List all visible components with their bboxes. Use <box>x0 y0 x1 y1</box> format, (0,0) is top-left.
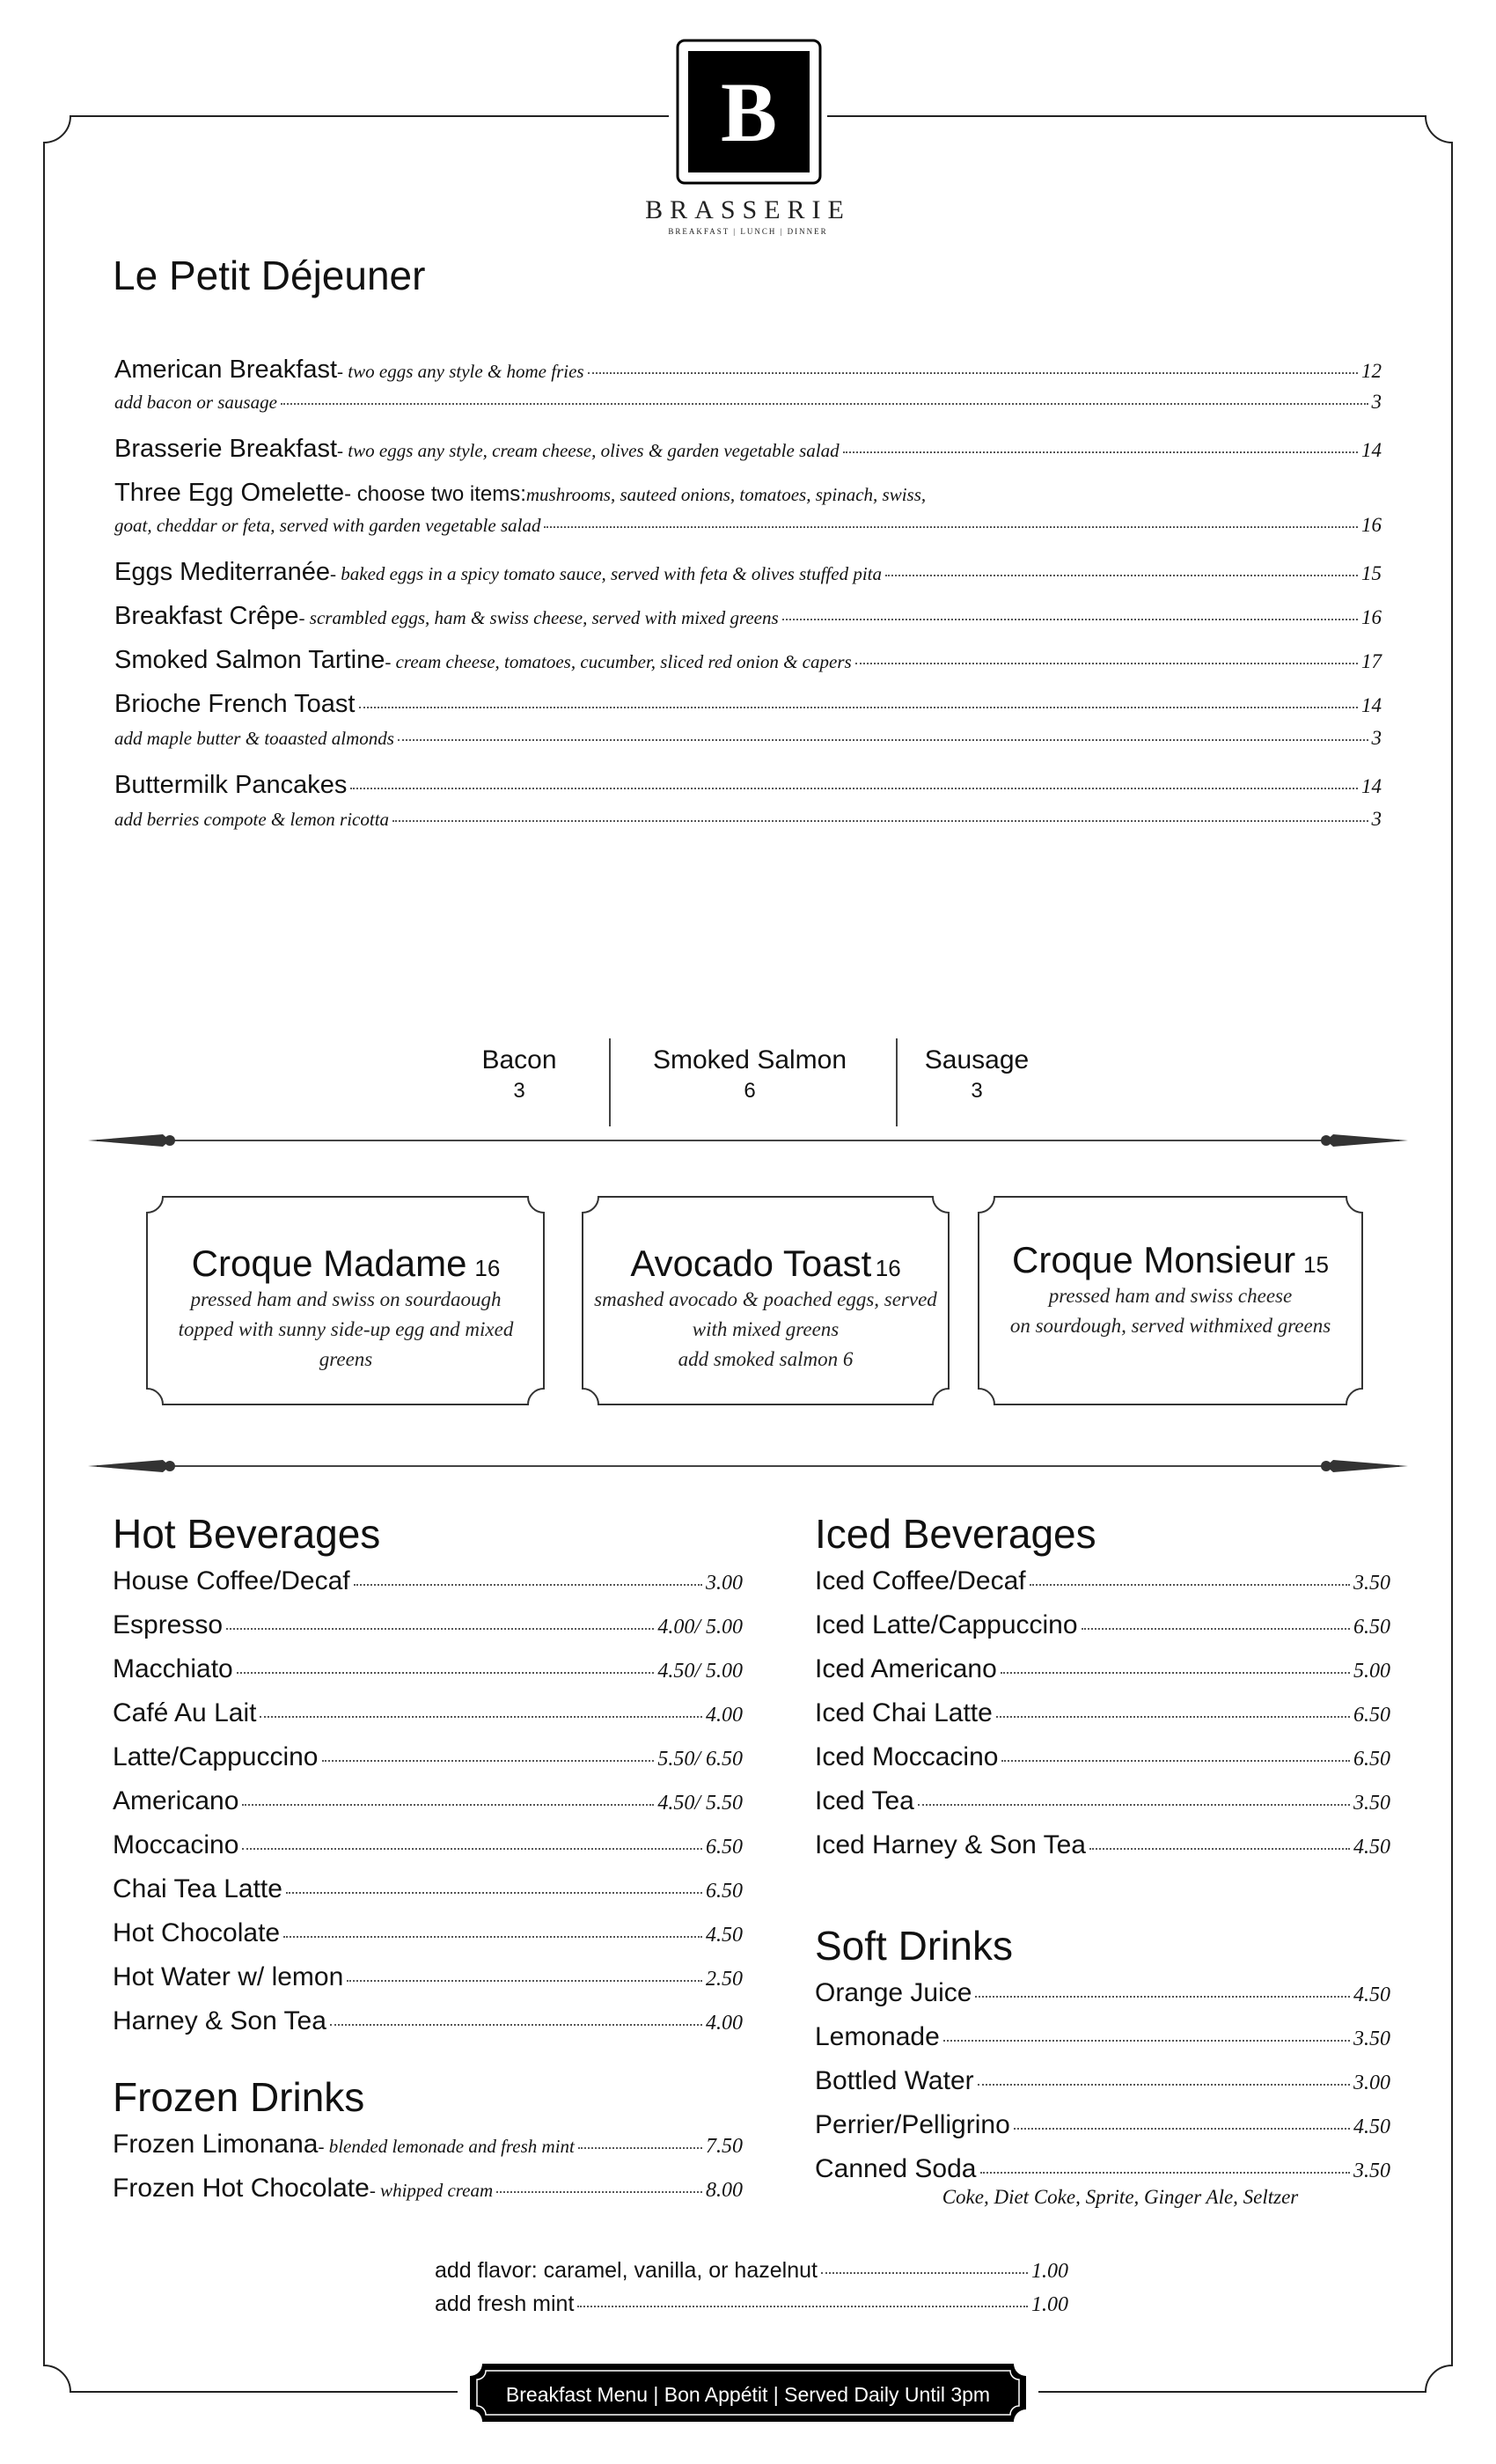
item-price: 5.50/ 6.50 <box>657 1748 743 1771</box>
special-desc-line: topped with sunny side-up egg and mixed <box>178 1318 514 1340</box>
menu-item <box>113 1786 743 1830</box>
menu-item <box>114 771 1382 808</box>
addon-name: add maple butter & toaasted almonds <box>114 728 394 749</box>
dot-leader <box>322 1760 655 1762</box>
side-divider <box>609 1038 611 1126</box>
item-desc: - two eggs any style, cream cheese, olives & garden vegetable salad <box>337 440 840 461</box>
addon-price: 1.00 <box>1031 2260 1068 2283</box>
item-price: 4.00/ 5.00 <box>657 1616 743 1639</box>
dot-leader <box>918 1804 1350 1806</box>
item-name: Moccacino <box>113 1830 239 1859</box>
dot-leader <box>855 663 1358 664</box>
item-desc: - blended lemonade and fresh mint <box>318 2136 575 2157</box>
section-title-hot-beverages: Hot Beverages <box>113 1511 381 1557</box>
item-name: Iced Tea <box>815 1786 914 1815</box>
iced-beverages-list <box>815 1566 1390 1874</box>
logo-letter: B <box>720 64 778 159</box>
item-price: 4.00 <box>706 1704 743 1727</box>
item-price: 6.50 <box>706 1836 743 1859</box>
item-desc: mushrooms, sauteed onions, tomatoes, spinach, swiss, <box>525 484 927 505</box>
side-item <box>627 1045 873 1104</box>
special-card <box>150 1243 542 1375</box>
item-price: 16 <box>1361 514 1382 536</box>
dot-leader <box>242 1848 702 1850</box>
menu-item <box>114 435 1382 479</box>
item-desc-continued: goat, cheddar or feta, served with garden vegetable salad <box>114 515 541 536</box>
menu-item <box>815 1786 1390 1830</box>
dot-leader <box>577 2306 1028 2307</box>
item-name: Canned Soda <box>815 2154 977 2183</box>
special-card <box>584 1243 947 1375</box>
item-desc: - cream cheese, tomatoes, cucumber, sliced red onion & capers <box>385 651 852 672</box>
dot-leader <box>821 2272 1028 2274</box>
item-name: Frozen Limonana <box>113 2130 319 2159</box>
menu-item <box>113 1918 743 1962</box>
dot-leader <box>1001 1672 1350 1674</box>
menu-addon <box>114 808 1382 852</box>
dot-leader <box>1030 1584 1350 1586</box>
dot-leader <box>392 820 1368 822</box>
dot-leader <box>544 526 1358 528</box>
item-name: Perrier/Pelligrino <box>815 2110 1010 2139</box>
menu-item <box>815 1654 1390 1698</box>
addon-price: 1.00 <box>1031 2293 1068 2316</box>
item-price: 3.50 <box>1353 1572 1390 1595</box>
item-name: Breakfast Crêpe <box>114 602 299 630</box>
brand-name: BRASSERIE <box>645 195 851 224</box>
section-title-breakfast: Le Petit Déjeuner <box>113 253 426 298</box>
special-name: Avocado Toast <box>630 1243 872 1284</box>
item-name: American Breakfast <box>114 356 338 384</box>
side-price: 6 <box>744 1079 756 1103</box>
addon-name: add flavor: caramel, vanilla, or hazelnut <box>435 2258 818 2283</box>
dot-leader <box>347 1980 702 1982</box>
section-title-soft-drinks: Soft Drinks <box>815 1923 1013 1969</box>
item-desc: - whipped cream <box>369 2180 494 2201</box>
menu-item <box>113 1874 743 1918</box>
dot-leader <box>350 788 1358 789</box>
menu-item <box>114 479 1382 514</box>
item-name: Bottled Water <box>815 2066 974 2095</box>
item-name: Frozen Hot Chocolate <box>113 2174 370 2203</box>
item-price: 6.50 <box>1353 1616 1390 1639</box>
dot-leader <box>398 739 1368 741</box>
item-price: 2.50 <box>706 1968 743 1991</box>
dot-leader <box>281 403 1368 405</box>
item-price: 3.50 <box>1353 2160 1390 2182</box>
item-price: 5.00 <box>1353 1660 1390 1683</box>
section-title-iced-beverages: Iced Beverages <box>815 1511 1096 1557</box>
menu-item <box>113 1654 743 1698</box>
item-price: 4.00 <box>706 2012 743 2035</box>
menu-item <box>114 646 1382 690</box>
dot-leader <box>943 2040 1350 2042</box>
side-name: Bacon <box>481 1045 557 1074</box>
item-name: Three Egg Omelette <box>114 479 345 507</box>
menu-item <box>815 1978 1390 2022</box>
menu-item <box>815 2022 1390 2066</box>
breakfast-list <box>114 356 1382 852</box>
special-name: Croque Madame <box>191 1243 467 1284</box>
dot-leader <box>996 1716 1350 1718</box>
side-name: Sausage <box>924 1045 1030 1074</box>
special-card <box>980 1239 1360 1341</box>
item-price: 4.50 <box>1353 2116 1390 2138</box>
dot-leader <box>885 575 1358 576</box>
item-price: 4.50 <box>1353 1836 1390 1859</box>
item-price: 6.50 <box>706 1880 743 1903</box>
dot-leader <box>359 707 1359 708</box>
dot-leader <box>1089 1848 1350 1850</box>
item-name: Hot Water w/ lemon <box>113 1962 344 1991</box>
dot-leader <box>260 1716 702 1718</box>
item-price: 14 <box>1361 694 1382 716</box>
item-price: 3.50 <box>1353 2028 1390 2050</box>
item-price: 6.50 <box>1353 1748 1390 1771</box>
item-price: 3.00 <box>1353 2072 1390 2094</box>
item-price: 3 <box>1371 727 1382 749</box>
dot-leader <box>975 1996 1350 1998</box>
item-name: Iced Moccacino <box>815 1742 999 1771</box>
item-name: Brasserie Breakfast <box>114 435 338 463</box>
special-desc-line: smashed avocado & poached eggs, served <box>594 1288 937 1310</box>
side-item <box>422 1045 616 1104</box>
special-desc-line: pressed ham and swiss cheese <box>1048 1285 1293 1307</box>
item-price: 14 <box>1361 439 1382 461</box>
item-price: 3 <box>1371 391 1382 413</box>
hot-beverages-list <box>113 1566 743 2050</box>
menu-item <box>113 1698 743 1742</box>
side-name: Smoked Salmon <box>652 1045 847 1074</box>
addon-name: add berries compote & lemon ricotta <box>114 809 390 830</box>
special-price: 16 <box>474 1255 501 1281</box>
dot-leader <box>237 1672 655 1674</box>
ornamental-divider <box>88 1134 1408 1147</box>
menu-item <box>815 1566 1390 1610</box>
soda-options-note: Coke, Diet Coke, Sprite, Ginger Ale, Seltzer <box>942 2186 1299 2208</box>
special-price: 15 <box>1303 1251 1329 1278</box>
soft-drinks-list <box>815 1978 1390 2209</box>
item-price: 3.50 <box>1353 1792 1390 1815</box>
dot-leader <box>283 1936 702 1938</box>
item-name: Chai Tea Latte <box>113 1874 282 1903</box>
special-desc-line: with mixed greens <box>692 1318 840 1340</box>
item-name: Latte/Cappuccino <box>113 1742 319 1771</box>
item-price: 6.50 <box>1353 1704 1390 1727</box>
footer-text: Breakfast Menu | Bon Appétit | Served Daily Until 3pm <box>505 2383 991 2406</box>
addon-item <box>435 2258 1068 2292</box>
item-name: Harney & Son Tea <box>113 2006 326 2035</box>
side-price: 3 <box>971 1079 983 1103</box>
item-price: 4.50 <box>706 1924 743 1947</box>
side-price: 3 <box>513 1079 525 1103</box>
menu-item <box>815 2110 1390 2154</box>
item-desc: - baked eggs in a spicy tomato sauce, served with feta & olives stuffed pita <box>330 563 882 584</box>
dot-leader <box>354 1584 702 1586</box>
dot-leader <box>843 451 1358 453</box>
menu-item <box>113 1830 743 1874</box>
addon-item <box>435 2292 1068 2325</box>
dot-leader <box>1001 1760 1350 1762</box>
menu-addon <box>114 391 1382 435</box>
menu-item <box>815 2066 1390 2110</box>
item-price: 14 <box>1361 775 1382 797</box>
item-price: 3 <box>1371 808 1382 830</box>
special-price: 16 <box>875 1255 901 1281</box>
dot-leader <box>1082 1628 1350 1630</box>
item-name: Smoked Salmon Tartine <box>114 646 385 674</box>
item-price: 3.00 <box>706 1572 743 1595</box>
item-desc-prefix: - choose two items: <box>344 482 526 506</box>
item-price: 4.50/ 5.50 <box>657 1792 743 1815</box>
menu-item <box>113 1610 743 1654</box>
menu-item <box>113 1742 743 1786</box>
item-price: 7.50 <box>706 2135 743 2158</box>
side-item <box>889 1045 1065 1104</box>
menu-item <box>113 2006 743 2050</box>
item-price: 12 <box>1361 360 1382 382</box>
addon-name: add bacon or sausage <box>114 392 277 413</box>
menu-item <box>815 1742 1390 1786</box>
dot-leader <box>588 372 1358 374</box>
addons-list <box>435 2258 1068 2325</box>
menu-addon <box>114 727 1382 771</box>
item-name: Iced Americano <box>815 1654 997 1683</box>
special-desc-line: greens <box>319 1348 373 1370</box>
special-desc-line: on sourdough, served withmixed greens <box>1009 1315 1331 1337</box>
menu-item <box>815 1830 1390 1874</box>
section-title-frozen-drinks: Frozen Drinks <box>113 2074 365 2120</box>
item-desc: - two eggs any style & home fries <box>337 361 584 382</box>
item-price: 17 <box>1361 650 1382 672</box>
dot-leader <box>782 619 1358 620</box>
dot-leader <box>980 2172 1351 2174</box>
item-name: Iced Harney & Son Tea <box>815 1830 1086 1859</box>
special-desc-line: add smoked salmon 6 <box>678 1348 854 1370</box>
item-name: Buttermilk Pancakes <box>114 771 348 799</box>
ornamental-divider <box>88 1460 1408 1472</box>
menu-item <box>815 1610 1390 1654</box>
menu-item <box>113 1566 743 1610</box>
item-price: 8.00 <box>706 2179 743 2202</box>
brand-tagline: BREAKFAST | LUNCH | DINNER <box>668 227 828 236</box>
item-name: Iced Coffee/Decaf <box>815 1566 1026 1595</box>
menu-item-continued <box>114 514 1382 558</box>
dot-leader <box>496 2191 702 2193</box>
item-name: Iced Chai Latte <box>815 1698 993 1727</box>
dot-leader <box>978 2084 1350 2086</box>
dot-leader <box>330 2024 702 2026</box>
dot-leader <box>578 2147 702 2149</box>
item-name: Orange Juice <box>815 1978 972 2007</box>
special-name: Croque Monsieur <box>1012 1239 1296 1280</box>
menu-item <box>113 2174 743 2218</box>
menu-item <box>815 1698 1390 1742</box>
item-name: Espresso <box>113 1610 224 1639</box>
dot-leader <box>226 1628 654 1630</box>
menu-item <box>114 356 1382 391</box>
item-desc: - scrambled eggs, ham & swiss cheese, served with mixed greens <box>298 607 779 628</box>
item-name: House Coffee/Decaf <box>113 1566 350 1595</box>
menu-item <box>815 2154 1390 2186</box>
frozen-drinks-list <box>113 2130 743 2218</box>
menu-item <box>114 558 1382 602</box>
item-price: 4.50 <box>1353 1984 1390 2006</box>
item-name: Lemonade <box>815 2022 940 2051</box>
item-name: Hot Chocolate <box>113 1918 281 1947</box>
item-price: 4.50/ 5.00 <box>657 1660 743 1683</box>
special-desc-line: pressed ham and swiss on sourdaough <box>190 1288 502 1310</box>
dot-leader <box>286 1892 702 1894</box>
menu-item <box>113 2130 743 2174</box>
menu-item <box>114 690 1382 727</box>
menu-item <box>113 1962 743 2006</box>
dot-leader <box>1014 2128 1350 2130</box>
menu-item <box>114 602 1382 646</box>
item-name: Iced Latte/Cappuccino <box>815 1610 1078 1639</box>
item-name: Eggs Mediterranée <box>114 558 331 586</box>
dot-leader <box>242 1804 654 1806</box>
item-price: 15 <box>1361 562 1382 584</box>
item-price: 16 <box>1361 606 1382 628</box>
addon-name: add fresh mint <box>435 2292 575 2316</box>
item-name: Macchiato <box>113 1654 233 1683</box>
item-name: Brioche French Toast <box>114 690 356 718</box>
item-name: Americano <box>113 1786 239 1815</box>
item-name: Café Au Lait <box>113 1698 257 1727</box>
